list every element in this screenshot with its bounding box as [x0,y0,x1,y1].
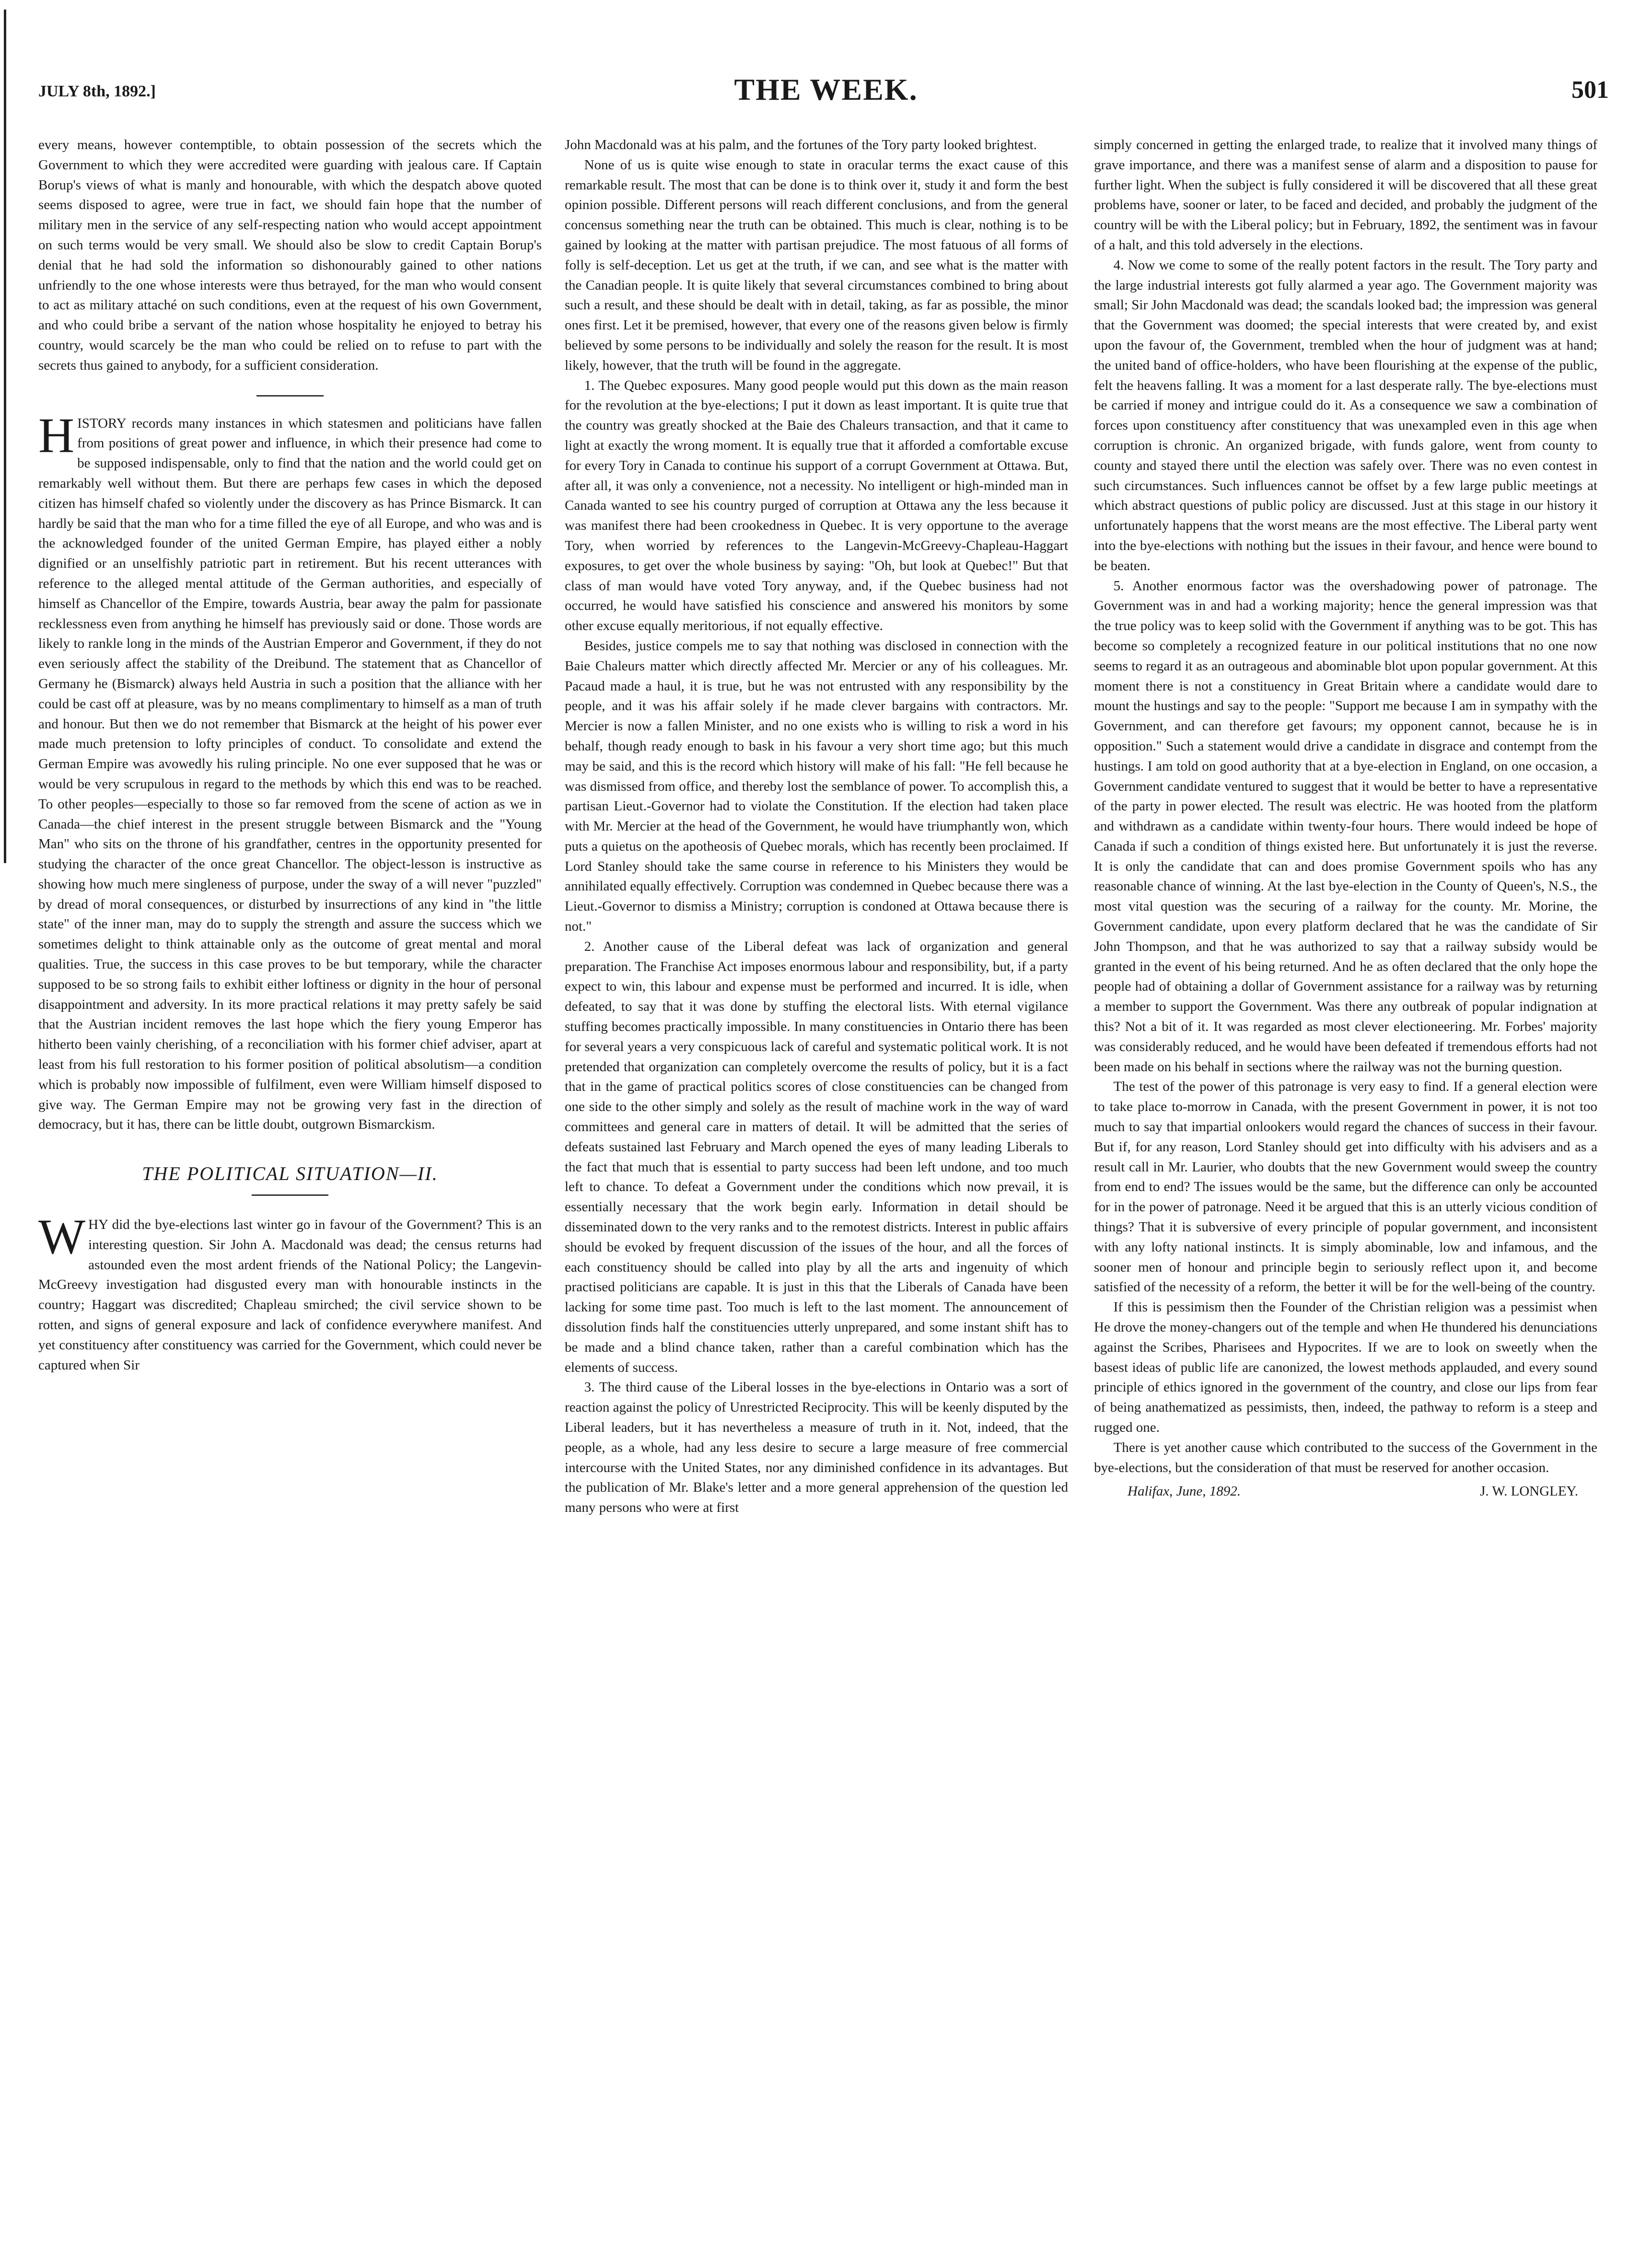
section-divider [256,395,324,397]
masthead-title: THE WEEK. [734,72,918,106]
political-intro-text: HY did the bye-elections last winter go in favour of the Government? This is an interesting question. Sir John A. Macdonald was dead; the census returns had astounded even the most ardent friends of the National Policy; the Langevin-McGreevy investigation had disgusted every man with honourable instincts in the country; Haggart was discredited; Chapleau smirched; the civil service shown to be rotten, and signs of general exposure and lack of confidence everywhere manifest. And yet constituency after constituency was carried for the Government, which could never be captured when Sir [38,1217,542,1373]
article-paragraph: There is yet another cause which contributed to the success of the Government in the bye-elections, but the consideration of that must be reserved for another occasion. [1094,1439,1597,1475]
column-right [1094,135,1597,2231]
bismarck-paragraph-text: ISTORY records many instances in which statesmen and politicians have fallen from positions of great power and influence, in which their presence had come to be supposed indispensable, only to find that the nation and the world could get on remarkably well without them. But there are perhaps few cases in which the deposed citizen has himself chafed so violently under the discovery as has Prince Bismarck. It can hardly be said that the man who for a time filled the eye of all Europe, and who was and is the acknowledged founder of the united German Empire, has played either a nobly dignified or an unselfishly patriotic part in retirement. But his recent utterances with reference to the alleged mental attitude of the German authorities, and especially of himself as Chancellor of the Empire, towards Austria, bear away the palm for passionate recklessness even from anything he himself has previously said or done. Those words are likely to rankle long in the minds of the Austrian Emperor and Government, if they do not even seriously affect the stability of the Dreibund. The statement that as Chancellor of Germany he (Bismarck) always held Austria in such a position that the alliance with her could be cast off at pleasure, was by no means complimentary to himself as a man of truth and honour. But then we do not remember that Bismarck at the height of his power ever made much pretension to lofty principles of conduct. To consolidate and extend the German Empire was avowedly his ruling principle. No one ever supposed that he was or would be very scrupulous in regard to the methods by which this end was to be reached. To other peoples—especially to those so far removed from the scene of action as we in Canada—the chief interest in the present struggle between Bismarck and the "Young Man" who sits on the throne of his grandfather, centres in the opportunity presented for studying the character of the once great Chancellor. The object-lesson is instructive as showing how much mere singleness of purpose, under the sway of a will never "puzzled" by dread of moral consequences, or disturbed by insurrections of any kind in "the little state" of the inner man, may do to supply the strength and assure the success which we sometimes delight to think attainable only as the outcome of great mental and moral qualities. True, the success in this case proves to be but temporary, while the character supposed to be so strong fails to exhibit either loftiness or dignity in the hour of personal disappointment and adversity. In its more practical relations it may pretty safely be said that the Austrian incident removes the last hope which the fiery young Emperor has hitherto been vainly cherishing, of a reconciliation with his former chief adviser, apart at least from his full restoration to his former position of political absolutism—a condition which is probably now impossible of fulfilment, even were William himself disposed to give way. The German Empire may not be growing very fast in the direction of democracy, but it has, there can be little doubt, outgrown Bismarckism. [38,415,542,1133]
article-title: THE POLITICAL SITUATION—II. [142,1163,438,1185]
author-name: J. W. LONGLEY. [1480,1484,1578,1499]
bismarck-paragraph [38,408,542,1135]
borup-paragraph: every means, however contemptible, to obtain possession of the secrets which the Government to which they were accredited were guarding with jealous care. If Captain Borup's views of what is manly and honourable, with which the despatch above quoted seems disposed to agree, were true in fact, we should fain hope that the number of military men in the service of any self-respecting nation who would accept appointment on such terms would be very small. We should also be slow to credit Captain Borup's denial that he had sold the information so dishonourably gained to other nations unfriendly to the one whose interests were thus betrayed, for the man who would consent to act as military attaché on such conditions, even at the request of his own Government, and who could bribe a servant of the nation whose hospitality he enjoyed to betray his country, would scarcely be the man who could be relied on to refuse to part with the secrets thus gained to anybody, for a sufficient consideration. [38,137,542,373]
article-paragraph: The test of the power of this patronage is very easy to find. If a general election were to take place to-morrow in Canada, with the present Government in power, it is not too much to say that impartial onlookers would regard the chances of success in their favour. But if, for any reason, Lord Stanley should get into difficulty with his advisers and as a result call in Mr. Laurier, who doubts that the new Government would sweep the country from end to end? The issues would be the same, but the difference can only be accounted for in the power of patronage. Need it be argued that this is an utterly vicious condition of things? That it is subversive of every principle of popular government, and inconsistent with any lofty national instincts. It is simply abominable, low and infamous, and the sooner men of honour and principle begin to seriously reflect upon it, and become satisfied of the necessity of a reform, the better it will be for the well-being of the country. [1094,1079,1597,1295]
drop-cap-w: W [38,1209,86,1265]
signature-line [1094,1482,1597,1502]
signature-place-date: Halifax, June, 1892. [1128,1484,1241,1499]
drop-cap-h: H [38,408,75,463]
scan-edge-mark [4,10,6,863]
article-paragraph: 4. Now we come to some of the really potent factors in the result. The Tory party and the large industrial interests got fully alarmed a year ago. The Government majority was small; Sir John Macdonald was dead; the scandals looked bad; the impression was general that the Government was doomed; the special interests that were created by, and exist upon the favour of, the Government, trembled when the hour of judgment was at hand; the united band of office-holders, who have been flourishing at the expense of the public, felt the heavens falling. It was a moment for a last desperate rally. The bye-elections must be carried if money and intrigue could do it. As a consequence we saw a combination of forces upon constituency after constituency that was unexampled even in this age when corruption is chronic. An organized brigade, with funds galore, went from county to county and stayed there until the election was safely over. There was no even contest in such circumstances. Such influences cannot be offset by a few large public meetings at which abstract questions of public policy are discussed. Just at this stage in our history it unfortunately happens that the worst means are the most effective. The Liberal party went into the bye-elections with nothing but the issues in their favour, and hence were bound to be beaten. [1094,257,1597,573]
article-paragraph: 2. Another cause of the Liberal defeat was lack of organization and general preparation. The Franchise Act imposes enormous labour and responsibility, but, if a party expect to win, this labour and expense must be performed and incurred. It is idle, when defeated, to say that it was done by stuffing the electoral lists. With eternal vigilance stuffing becomes practically impossible. In many constituencies in Ontario there has been for several years a very conspicuous lack of careful and systematic political work. It is not pretended that organization can completely overcome the results of policy, but it is a fact that in the game of practical politics scores of close constituencies can be changed from one side to the other simply and solely as the result of machine work in the way of ward committees and general care in matters of detail. It will be admitted that the series of defeats sustained last February and March opened the eyes of many leading Liberals to the fact that much that is essential to party success had been left undone, and too much left to chance. To defeat a Government under the conditions which now prevail, it is essentially necessary that the work begin early. Information in detail should be disseminated down to the very ranks and to the remotest districts. Interest in public affairs should be evoked by frequent discussion of the issues of the hour, and all the forces of each constituency should be called into play by all the arts and ingenuity of which practised politicians are capable. It is just in this that the Liberals of Canada have been lacking for some time past. Too much is left to the last moment. The announcement of dissolution finds half the constituencies utterly unprepared, and some instant shift has to be made and a blind chance taken, rather than a careful combination which has the elements of success. [565,938,1068,1375]
article-paragraph: simply concerned in getting the enlarged trade, to realize that it involved many things of grave importance, and there was a manifest sense of alarm and a disposition to pause for further light. When the subject is fully considered it will be discovered that all these great problems have, sooner or later, to be faced and decided, and probably the judgment of the country will be with the Liberal policy; but in February, 1892, the sentiment was in favour of a halt, and this told adversely in the elections. [1094,137,1597,253]
article-paragraph: 5. Another enormous factor was the overshadowing power of patronage. The Government was in and had a working majority; hence the general impression was that the true policy was to keep solid with the Government if anything was to be got. This has become so completely a recognized feature in our political institutions that no one now seems to regard it as an outrageous and abominable blot upon popular government. At this moment there is not a constituency in Great Britain where a candidate would dare to mount the hustings and say to the people: "Support me because I am in sympathy with the Government, and can therefore get favours; my opponent cannot, because he is in opposition." Such a statement would drive a candidate in disgrace and contempt from the hustings. I am told on good authority that at a bye-election in England, on one occasion, a Government candidate ventured to suggest that it would be better to have a representative of the party in power elected. The result was electric. He was hooted from the platform and withdrawn as a candidate within twenty-four hours. There would indeed be hope of Canada if such a condition of things existed here. But unfortunately it is just the reverse. It is only the candidate that can and does promise Government spoils who has any reasonable chance of winning. At the last bye-election in the County of Queen's, N.S., the most vital question was the securing of a railway for the county. Mr. Morine, the Government candidate, upon every platform declared that he was the candidate of Sir John Thompson, and that he was authorized to say that a railway subsidy would be granted in the event of his being returned. And he as often declared that the only hope the people had of obtaining a dollar of Government assistance for a railway was by returning a member to support the Government. Was there any outbreak of popular indignation at this? Not a bit of it. It was regarded as most clever electioneering. Mr. Forbes' majority was considerably reduced, and he would have been defeated if tremendous efforts had not been made on his behalf in sections where the railway was not the burning question. [1094,578,1597,1075]
page-number: 501 [1571,76,1609,104]
page-header [0,72,1652,110]
article-paragraph: None of us is quite wise enough to state in oracular terms the exact cause of this remarkable result. The most that can be done is to think over it, study it and form the best opinion possible. Different persons will reach different conclusions, and from the general concensus something near the truth can be obtained. This much is clear, nothing is to be gained by looking at the matter with partisan prejudice. The most fatuous of all forms of folly is self-deception. Let us get at the truth, if we can, and see what is the matter with the Canadian people. It is quite likely that several circumstances combined to bring about such a result, and these should be dealt with in detail, taking, as far as possible, the minor ones first. Let it be premised, however, that every one of the reasons given below is firmly believed by some persons to be individually and solely the reason for the result. It is most likely, however, that the truth will be found in the aggregate. [565,157,1068,373]
column-left [38,135,542,2231]
article-paragraph: 3. The third cause of the Liberal losses in the bye-elections in Ontario was a sort of reaction against the policy of Unrestricted Reciprocity. This will be keenly disputed by the Liberal leaders, but it has nevertheless a measure of truth in it. Not, indeed, that the people, as a whole, had any less desire to secure a large measure of free commercial intercourse with the United States, nor any diminished confidence in its advantages. But the publication of Mr. Blake's letter and a more general apprehension of the question led many persons who were at first [565,1380,1068,1516]
issue-date: JULY 8th, 1892.] [38,82,156,100]
article-paragraph: If this is pessimism then the Founder of the Christian religion was a pessimist when He drove the money-changers out of the temple and when He thundered his denunciations against the Scribes, Pharisees and Hypocrites. If we are to look on sweetly when the basest ideas of public life are canonized, the lowest methods applauded, and every sound principle of ethics ignored in the government of the country, and close our lips from fear of being anathematized as pessimists, then, indeed, the pathway to reform is a steep and rugged one. [1094,1299,1597,1435]
article-paragraph: 1. The Quebec exposures. Many good people would put this down as the main reason for the revolution at the bye-elections; I put it down as least important. It is quite true that the country was greatly shocked at the Baie des Chaleurs transaction, and that it came to light at exactly the wrong moment. It is equally true that it afforded a comfortable excuse for every Tory in Canada to continue his support of a corrupt Government at Ottawa. But, after all, it was only a convenience, not a necessity. No intelligent or high-minded man in Canada wanted to see his country purged of corruption at Ottawa any the less because it was manifest there had been crookedness in Quebec. It is very opportune to the average Tory, when worried by references to the Langevin-McGreevy-Chapleau-Haggart exposures, to get over the whole business by saying: "Oh, but look at Quebec!" But that class of man would have voted Tory anyway, and, if the Quebec business had not occurred, he would have satisfied his conscience and answered his monitors by some other excuse equally meritorious, if not equally effective. [565,377,1068,634]
article-paragraph: Besides, justice compels me to say that nothing was disclosed in connection with the Baie Chaleurs matter which directly affected Mr. Mercier or any of his colleagues. Mr. Pacaud made a haul, it is true, but he was not entrusted with any responsibility by the people, and it was his affair solely if he made clever bargains with contractors. Mr. Mercier is now a fallen Minister, and no one exists who is willing to risk a word in his behalf, though ready enough to bask in his favour a very short time ago; but this much may be said, and this is the record which history will make of his fall: "He fell because he was dismissed from office, and thereby lost the semblance of power. To accomplish this, a partisan Lieut.-Governor had to violate the Constitution. If the election had taken place with Mr. Mercier at the head of the Government, he would have triumphantly won, which puts a quietus on the apotheosis of Quebec morals, which has recently been proclaimed. If Lord Stanley should take the same course in reference to his Ministers they would be annihilated equally effectively. Corruption was condemned in Quebec because there was a Lieut.-Governor to dismiss a Ministry; corruption is condoned at Ottawa because there is not." [565,638,1068,935]
column-middle [565,135,1068,2231]
article-paragraph: John Macdonald was at his palm, and the fortunes of the Tory party looked brightest. [565,137,1037,152]
title-divider [252,1194,328,1196]
political-intro-paragraph [38,1209,542,1375]
